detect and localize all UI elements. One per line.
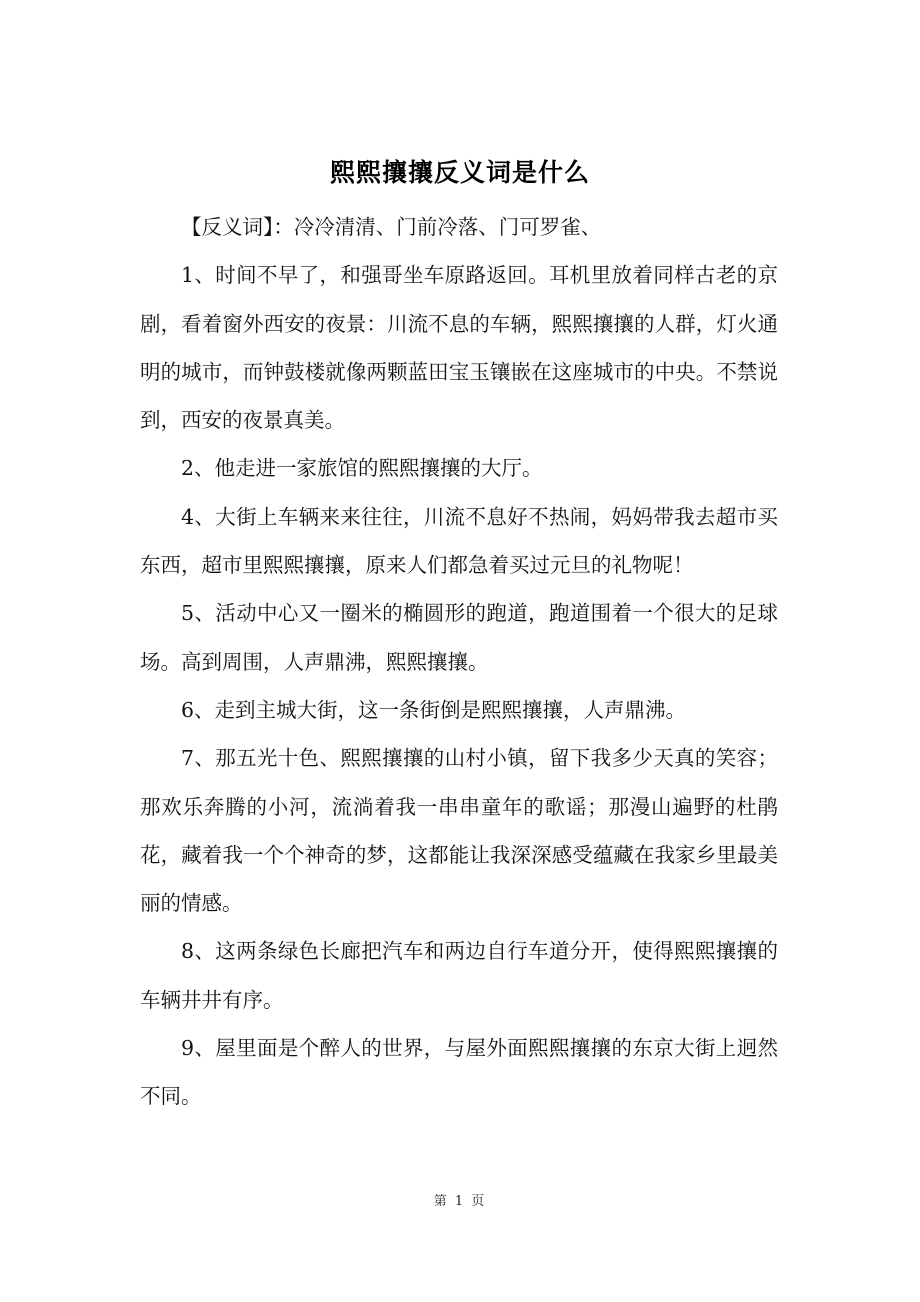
document-body	[140, 203, 778, 1121]
paragraph-example-6: 6、走到主城大街，这一条街倒是熙熙攘攘，人声鼎沸。	[181, 697, 687, 722]
paragraph-example-1: 1、时间不早了，和强哥坐车原路返回。耳机里放着同样古老的京剧，看着窗外西安的夜景：川流不息的车辆，熙熙攘攘的人群，灯火通明的城市，而钟鼓楼就像两颗蓝田宝玉镶嵌在这座城市的中央。不禁说到，西安的夜景真美。	[140, 263, 778, 433]
paragraph-example-8: 8、这两条绿色长廊把汽车和两边自行车道分开，使得熙熙攘攘的车辆井井有序。	[140, 939, 778, 1012]
paragraph-example-5: 5、活动中心又一圈米的椭圆形的跑道，跑道围着一个很大的足球场。高到周围，人声鼎沸，熙熙攘攘。	[140, 601, 778, 674]
page-number: 第 1 页	[433, 1194, 487, 1209]
paragraph-example-7: 7、那五光十色、熙熙攘攘的山村小镇，留下我多少天真的笑容；那欢乐奔腾的小河，流淌着我一串串童年的歌谣；那漫山遍野的杜鹃花，藏着我一个个神奇的梦，这都能让我深深感受蕴藏在我家乡里最美丽的情感。	[140, 746, 778, 916]
document-title: 熙熙攘攘反义词是什么	[329, 157, 590, 187]
paragraph-antonyms: 【反义词】：冷冷清清、门前冷落、门可罗雀、	[181, 215, 602, 239]
paragraph-example-4: 4、大街上车辆来来往往，川流不息好不热闹，妈妈带我去超市买东西，超市里熙熙攘攘，原来人们都急着买过元旦的礼物呢！	[140, 504, 778, 578]
paragraph-example-2: 2、他走进一家旅馆的熙熙攘攘的大厅。	[181, 456, 543, 481]
paragraph-example-9: 9、屋里面是个醉人的世界，与屋外面熙熙攘攘的东京大街上迥然不同。	[140, 1036, 778, 1109]
